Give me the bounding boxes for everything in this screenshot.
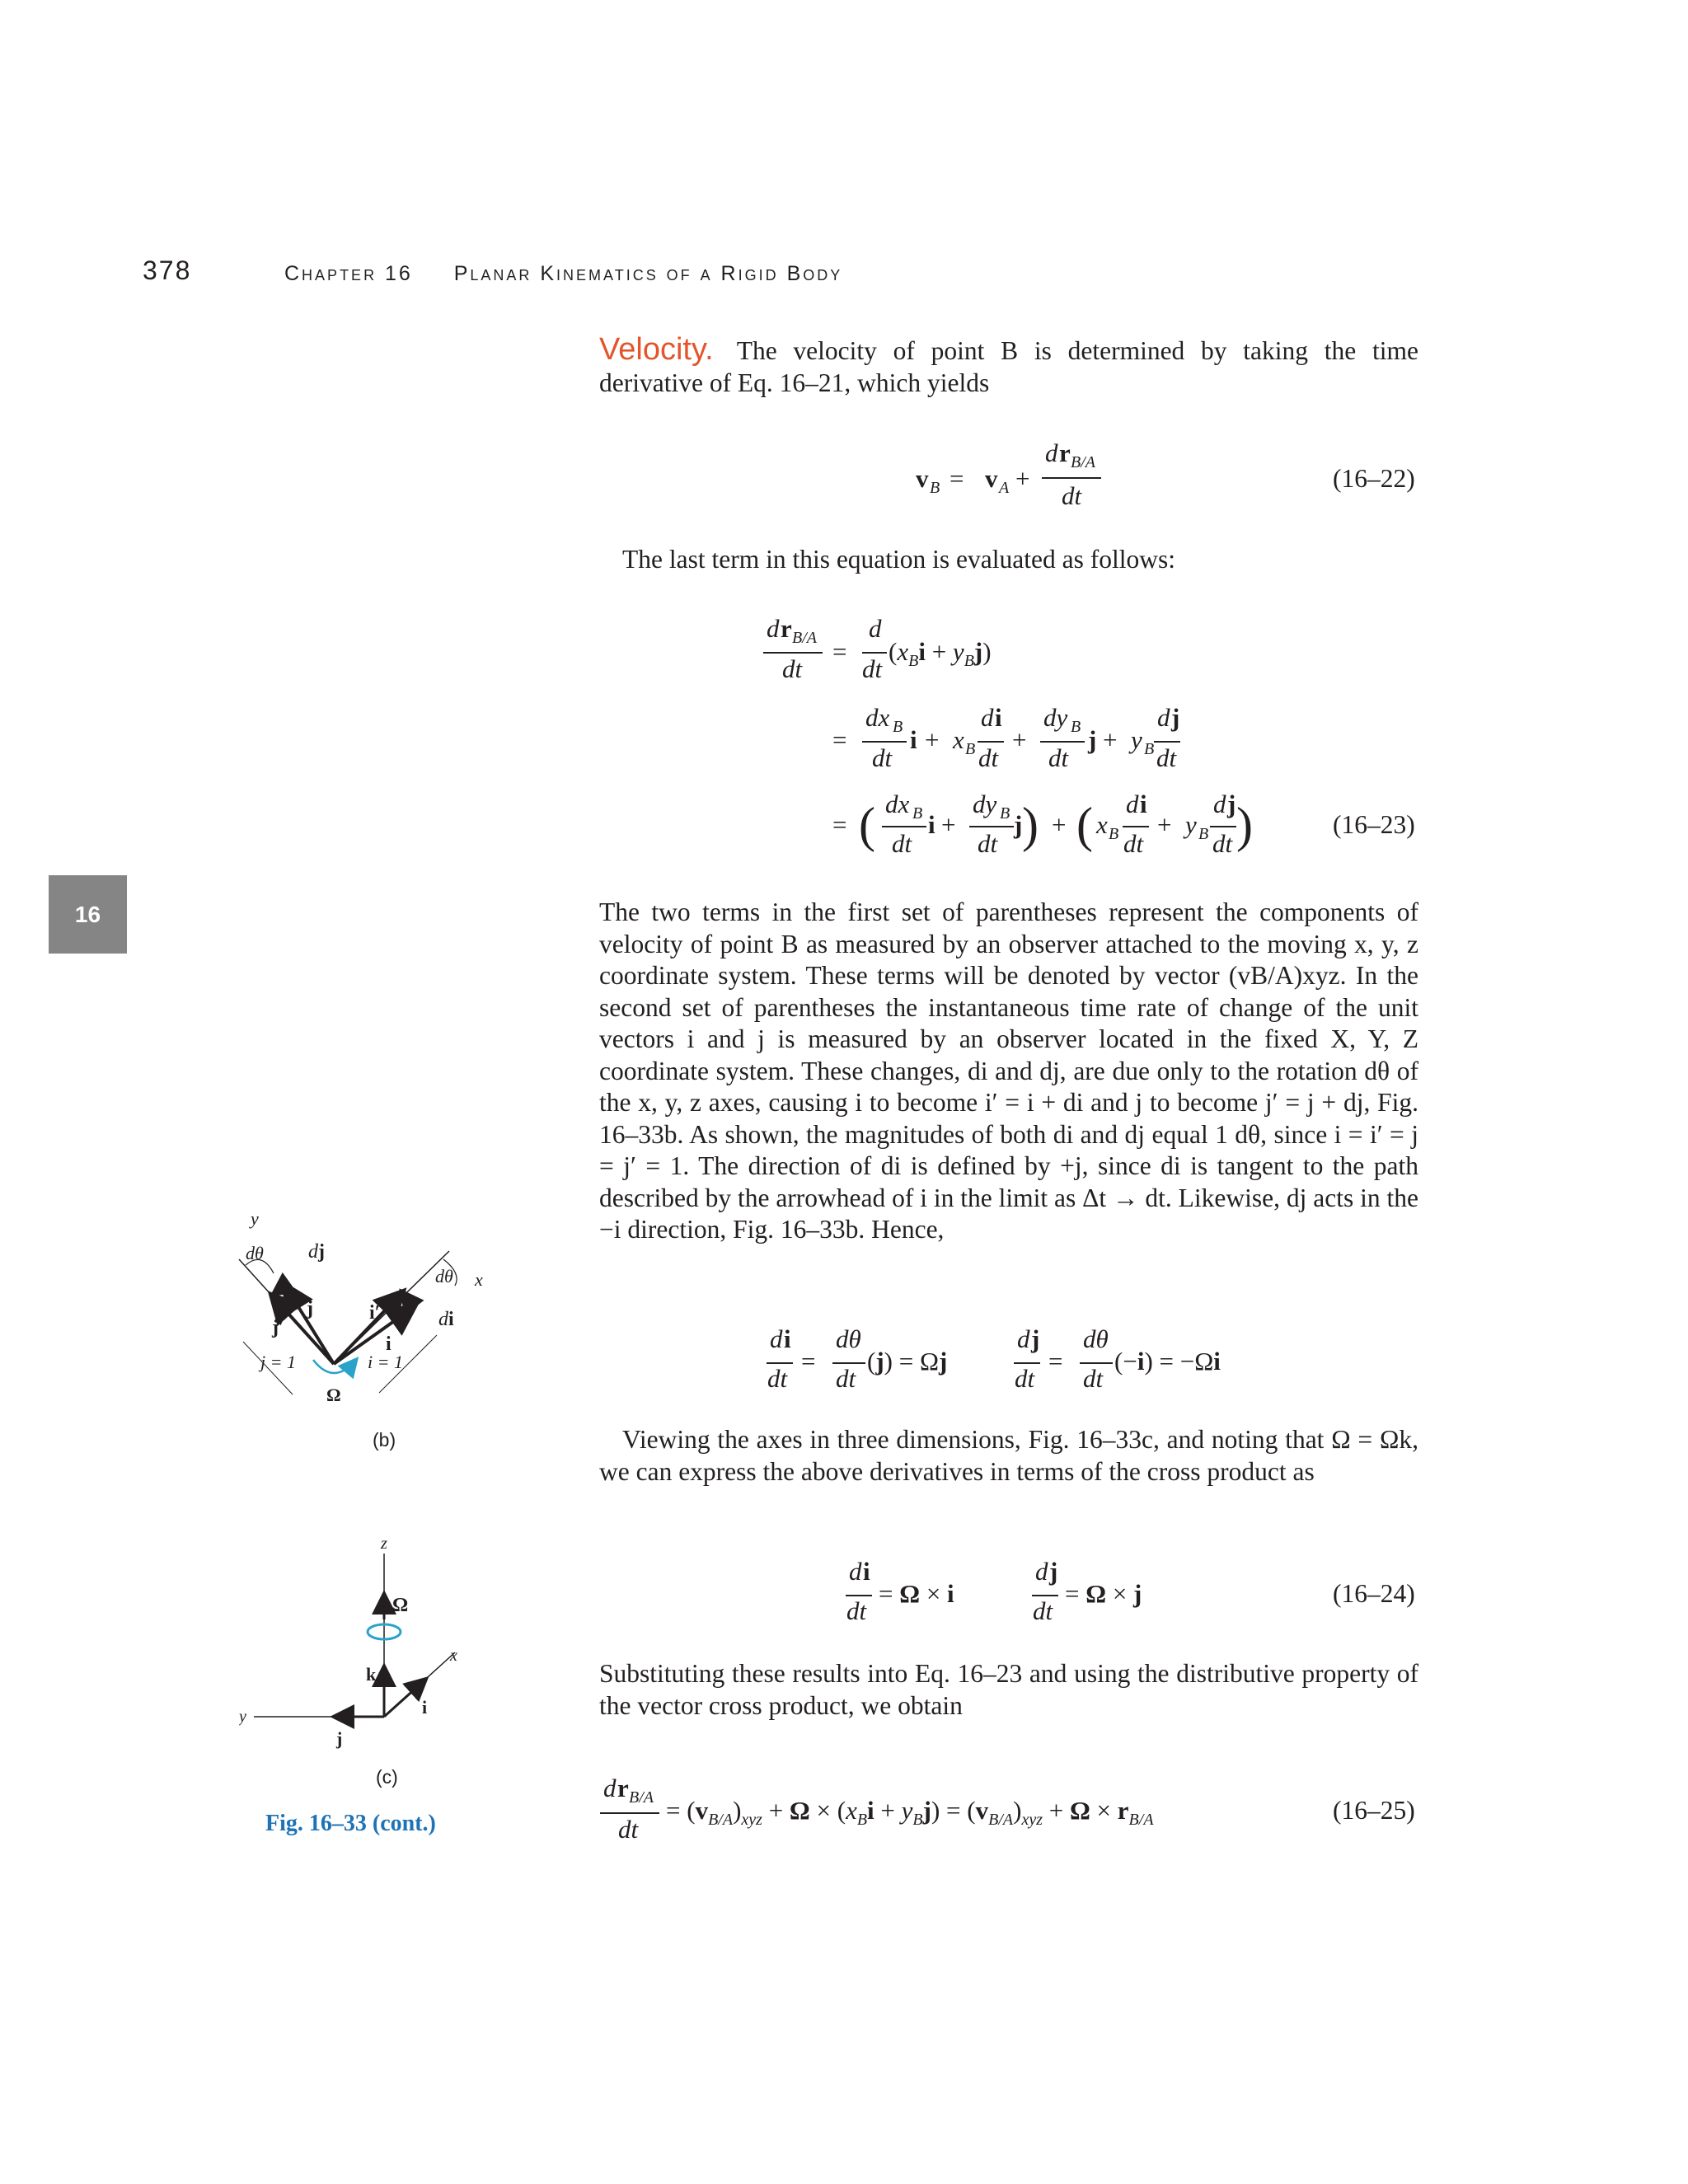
svg-text:=: = xyxy=(950,464,964,493)
svg-text:y: y xyxy=(1185,810,1197,839)
svg-text:dx: dx xyxy=(885,790,910,818)
svg-text:B: B xyxy=(930,479,940,497)
svg-text:dt: dt xyxy=(978,829,998,858)
svg-text:j: j xyxy=(1049,1557,1058,1586)
chapter-thumb-tab: 16 xyxy=(49,875,127,954)
svg-text:i: i xyxy=(928,810,935,839)
svg-text:x: x xyxy=(953,725,964,754)
svg-text:dt: dt xyxy=(892,829,912,858)
svg-text:i: i xyxy=(910,725,917,754)
svg-text:dt: dt xyxy=(846,1596,867,1625)
svg-text:+: + xyxy=(1012,725,1027,754)
equation-16-25 xyxy=(600,1774,1415,1844)
svg-text:dt: dt xyxy=(1212,829,1233,858)
svg-text:(: ( xyxy=(1076,798,1093,852)
svg-text:= Ω × j: = Ω × j xyxy=(1065,1579,1142,1608)
svg-text:dt: dt xyxy=(862,654,883,683)
svg-text:dy: dy xyxy=(973,790,997,818)
svg-text:B: B xyxy=(912,804,923,823)
svg-text:dt: dt xyxy=(1062,481,1082,510)
svg-text:dt: dt xyxy=(836,1364,856,1393)
eq-number-16-22: (16–22) xyxy=(1333,464,1415,493)
svg-text:dt: dt xyxy=(1156,743,1177,772)
svg-text:=: = xyxy=(832,725,847,754)
svg-text:= Ω × i: = Ω × i xyxy=(879,1579,954,1608)
svg-text:B/A: B/A xyxy=(629,1788,654,1807)
svg-text:y: y xyxy=(251,1208,259,1229)
svg-text:): ) xyxy=(1236,798,1253,852)
svg-text:v: v xyxy=(916,464,929,493)
svg-text:B: B xyxy=(1109,825,1119,843)
paragraph-after-didj: Viewing the axes in three dimensions, Fig. 16–33c, and noting that Ω = Ωk, we can express the above derivatives in terms of the cross product as xyxy=(599,1425,1418,1486)
figure-c-label: (c) xyxy=(376,1766,398,1788)
svg-text:(: ( xyxy=(859,798,875,852)
svg-text:j: j xyxy=(1227,790,1236,818)
svg-text:B/A: B/A xyxy=(1071,453,1095,471)
svg-text:di: di xyxy=(438,1309,454,1330)
svg-text:dt: dt xyxy=(1048,743,1069,772)
svg-text:(j) = Ωj: (j) = Ωj xyxy=(867,1347,948,1376)
svg-text:Ω: Ω xyxy=(392,1595,409,1616)
svg-text:x: x xyxy=(475,1269,483,1290)
svg-text:r: r xyxy=(617,1774,629,1802)
svg-text:+: + xyxy=(1103,725,1118,754)
svg-text:r: r xyxy=(781,614,792,643)
svg-text:dt: dt xyxy=(767,1364,788,1393)
section-heading: Velocity. xyxy=(599,332,714,367)
figure-16-33c xyxy=(239,1529,486,1760)
svg-text:dj: dj xyxy=(308,1241,325,1263)
svg-text:dt: dt xyxy=(978,743,999,772)
svg-text:i: i xyxy=(784,1324,791,1353)
svg-text:dθ: dθ xyxy=(435,1266,453,1286)
svg-text:+: + xyxy=(1052,810,1067,839)
figure-b-label: (b) xyxy=(373,1429,396,1451)
svg-text:r: r xyxy=(1059,438,1071,467)
paragraph-after-eq23: The two terms in the first set of parentheses represent the components of velocity of point B as measured by an observer attached to the moving x, y, z coordinate system. These terms will be denoted by vector (vB/A)xyz. In the second set of parentheses the instantaneous time rate of change of the unit vectors i and j is measured by an observer located in the fixed X, Y, Z coordinate system. These changes, di and dj, are due only to the rotation dθ of the x, y, z axes, causing i to become i′ = i + di and j to become j′ = j + dj, Fig. 16–33b. As shown, the magnitudes of both di and dj equal 1 dθ, since i = i′ = j = j′ = 1. The direction of di is defined by +j, since di is tangent to the path described by the arrowhead of i in the limit as Δt → dt. Likewise, dj acts in the −i direction, Fig. 16–33b. Hence, xyxy=(599,898,1418,1244)
svg-text:dt: dt xyxy=(1123,829,1144,858)
svg-text:i: i xyxy=(863,1557,870,1586)
svg-text:A: A xyxy=(999,479,1010,497)
svg-text:d: d xyxy=(849,1557,862,1586)
svg-text:j: j xyxy=(1014,810,1023,839)
svg-text:+: + xyxy=(941,810,956,839)
svg-text:d: d xyxy=(1157,703,1170,732)
svg-text:=: = xyxy=(832,810,847,839)
svg-text:=: = xyxy=(832,637,847,666)
svg-text:d: d xyxy=(770,1324,783,1353)
svg-text:=: = xyxy=(1048,1347,1063,1376)
svg-text:y: y xyxy=(239,1708,246,1726)
i-vector-3d xyxy=(384,1680,428,1718)
svg-text:): ) xyxy=(1022,798,1039,852)
svg-text:j′: j′ xyxy=(272,1317,284,1338)
svg-text:dt: dt xyxy=(618,1815,639,1844)
svg-text:z: z xyxy=(381,1535,387,1553)
equation-16-24 xyxy=(846,1557,1415,1625)
svg-text:j: j xyxy=(336,1728,343,1749)
svg-text:=: = xyxy=(801,1347,816,1376)
dj-vector xyxy=(274,1286,285,1294)
eq-number-16-24: (16–24) xyxy=(1333,1579,1415,1608)
svg-text:x: x xyxy=(450,1647,457,1665)
svg-text:B: B xyxy=(1198,825,1209,843)
svg-text:(−i) = −Ωi: (−i) = −Ωi xyxy=(1114,1347,1221,1376)
svg-text:B/A: B/A xyxy=(792,629,817,647)
svg-text:dy: dy xyxy=(1043,703,1068,732)
equation-didj xyxy=(767,1324,1221,1393)
equation-16-23 xyxy=(763,614,1415,858)
svg-text:j: j xyxy=(1088,725,1097,754)
intro-text: The velocity of point B is determined by taking the time derivative of Eq. 16–21, which yields xyxy=(599,336,1418,397)
svg-text:B: B xyxy=(1000,804,1010,823)
svg-text:d: d xyxy=(1126,790,1139,818)
svg-text:dθ: dθ xyxy=(1083,1324,1109,1353)
svg-text:+: + xyxy=(925,725,940,754)
svg-text:i: i xyxy=(1140,790,1147,818)
svg-text:d: d xyxy=(1213,790,1226,818)
svg-text:dt: dt xyxy=(1083,1364,1104,1393)
svg-text:dt: dt xyxy=(1015,1364,1035,1393)
svg-text:Ω: Ω xyxy=(326,1385,341,1405)
svg-text:k: k xyxy=(366,1664,377,1685)
svg-text:B: B xyxy=(1071,718,1081,736)
svg-text:d: d xyxy=(1035,1557,1048,1586)
svg-text:i: i xyxy=(422,1697,428,1718)
svg-text:d: d xyxy=(1017,1324,1030,1353)
equation-16-22 xyxy=(916,438,1415,510)
svg-text:v: v xyxy=(985,464,998,493)
eq-number-16-23: (16–23) xyxy=(1333,810,1415,839)
chapter-label: Chapter 16 xyxy=(284,262,413,285)
svg-text:dx: dx xyxy=(865,703,890,732)
svg-text:j = 1: j = 1 xyxy=(260,1352,296,1372)
svg-text:i = 1: i = 1 xyxy=(368,1352,403,1372)
svg-text:i′: i′ xyxy=(369,1302,381,1324)
svg-text:B: B xyxy=(1144,740,1155,758)
svg-text:i: i xyxy=(995,703,1002,732)
svg-text:d: d xyxy=(767,614,780,643)
di-vector xyxy=(402,1292,414,1307)
svg-text:dθ: dθ xyxy=(836,1324,861,1353)
svg-text:+: + xyxy=(1015,464,1030,493)
svg-text:j: j xyxy=(307,1298,313,1319)
svg-text:x: x xyxy=(1096,810,1108,839)
svg-text:= (vB/A)xyz + Ω × (xBi + yBj): = $(v_{B/A})_{xyz} + \Omega \times (x_Bi + y_Bj) = (v_{B/A})_{xyz} + \Omega \times r_{B/A}$ xyxy=(666,1796,1154,1829)
svg-text:d: d xyxy=(981,703,994,732)
eq-number-16-25: (16–25) xyxy=(1333,1796,1415,1825)
svg-text:i: i xyxy=(386,1333,392,1355)
paragraph-after-eq22: The last term in this equation is evaluated as follows: xyxy=(622,545,1175,574)
paragraph-after-eq24: Substituting these results into Eq. 16–23 and using the distributive property of the vector cross product, we obtain xyxy=(599,1659,1418,1720)
svg-text:B: B xyxy=(893,718,903,736)
svg-text:(xBi + yBj): $(x_Bi + y_Bj)$ xyxy=(889,637,992,670)
svg-text:d: d xyxy=(603,1774,617,1802)
svg-text:d: d xyxy=(1045,438,1058,467)
svg-text:dt: dt xyxy=(872,743,893,772)
figure-16-33b xyxy=(214,1203,495,1467)
chapter-title: Planar Kinematics of a Rigid Body xyxy=(453,262,843,285)
svg-text:y: y xyxy=(1131,725,1142,754)
figure-caption: Fig. 16–33 (cont.) xyxy=(265,1811,436,1836)
svg-text:+: + xyxy=(1157,810,1172,839)
svg-text:d: d xyxy=(869,614,882,643)
svg-text:j: j xyxy=(1171,703,1180,732)
svg-text:j: j xyxy=(1031,1324,1040,1353)
svg-text:dθ: dθ xyxy=(246,1243,264,1263)
page-number: 378 xyxy=(143,255,192,285)
svg-text:B: B xyxy=(965,740,976,758)
svg-text:dt: dt xyxy=(1033,1596,1053,1625)
svg-text:dt: dt xyxy=(782,654,803,683)
